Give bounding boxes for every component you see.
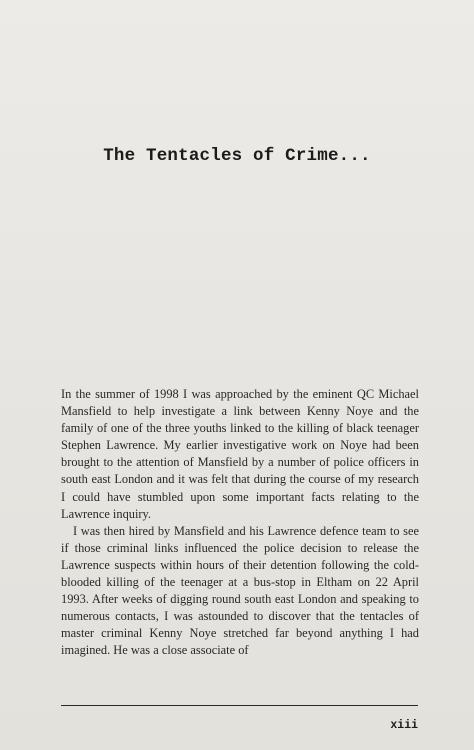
paragraph-2: I was then hired by Mansfield and his Lawrence defence team to see if those criminal links influenced the police decision to release the Lawrence suspects within hours of their detention following the cold-blooded killing of the teenager at a bus-stop in Eltham on 22 April 1993. After weeks of digging round south east London and speaking to numerous contacts, I was astounded to discover that the tentacles of master criminal Kenny Noye stretched far beyond anything I had imagined. He was a close associate of (61, 523, 419, 658)
chapter-title: The Tentacles of Crime... (103, 146, 371, 166)
page-number: xiii (390, 719, 418, 732)
paragraph-1: In the summer of 1998 I was approached by the eminent QC Michael Mansfield to help investigate a link between Kenny Noye and the family of one of the three youths linked to the killing of black teenager Stephen Lawrence. My earlier investigative work on Noye had been brought to the attention of Mansfield by a number of police officers in south east London and it was felt that during the course of my research I could have stumbled upon some important facts relating to the Lawrence inquiry. (61, 387, 419, 521)
body-text (61, 386, 419, 660)
footer-rule (61, 705, 418, 706)
